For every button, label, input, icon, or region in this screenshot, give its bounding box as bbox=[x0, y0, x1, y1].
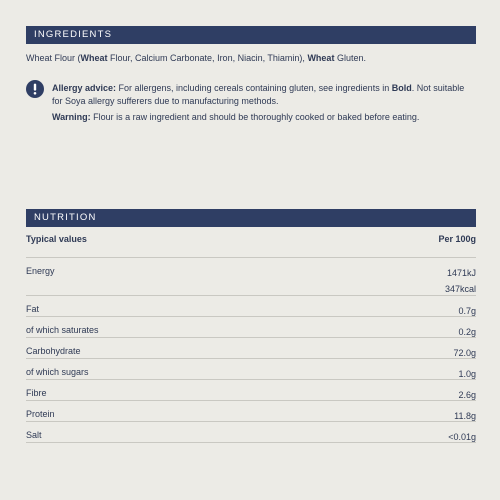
per-100g-label: Per 100g bbox=[438, 234, 476, 244]
nutrition-row-fibre bbox=[26, 380, 476, 401]
ingredients-heading: INGREDIENTS bbox=[34, 29, 113, 40]
energy-kj: 1471kJ bbox=[446, 268, 476, 278]
allergy-label: Allergy advice: bbox=[52, 83, 117, 93]
warning-advice bbox=[52, 111, 476, 124]
nutrition-row-fat bbox=[26, 296, 476, 317]
energy-values bbox=[445, 265, 476, 297]
nutrient-label: Salt bbox=[26, 430, 42, 440]
nutrient-label: Fat bbox=[26, 304, 40, 314]
nutrient-label: Protein bbox=[26, 409, 55, 419]
nutrition-header-row bbox=[26, 226, 476, 258]
nutrition-heading-bar bbox=[26, 209, 476, 227]
nutrient-value: 72.0g bbox=[453, 348, 476, 358]
allergy-text-1: For allergens, including cereals containing gluten, see ingredients in bbox=[116, 83, 392, 93]
nutrient-label: Carbohydrate bbox=[26, 346, 81, 356]
warning-text: Flour is a raw ingredient and should be thoroughly cooked or baked before eating. bbox=[90, 112, 420, 122]
nutrient-value: 0.2g bbox=[458, 327, 476, 337]
nutrition-heading: NUTRITION bbox=[34, 212, 97, 223]
nutrient-value: 11.8g bbox=[454, 411, 476, 421]
ingredients-heading-bar bbox=[26, 26, 476, 44]
nutrient-label: Fibre bbox=[26, 388, 47, 398]
nutrition-row-saturates bbox=[26, 317, 476, 338]
nutrient-value: <0.01g bbox=[448, 432, 476, 442]
nutrient-value: 0.7g bbox=[458, 306, 476, 316]
nutrition-row-sugars bbox=[26, 359, 476, 380]
ingredients-text bbox=[26, 53, 476, 63]
ingredients-part-1: Wheat bbox=[80, 53, 108, 63]
nutrition-row-carbohydrate bbox=[26, 338, 476, 359]
ingredients-part-0: Wheat Flour ( bbox=[26, 53, 81, 63]
nutrient-value: 1.0g bbox=[458, 369, 476, 379]
allergy-text-2: . Not suitable for Soya allergy sufferers due to manufacturing methods. bbox=[52, 83, 465, 106]
energy-kcal: 347kcal bbox=[444, 284, 476, 294]
energy-label: Energy bbox=[26, 266, 55, 276]
exclamation-circle-icon bbox=[26, 80, 44, 98]
warning-label: Warning: bbox=[52, 112, 91, 122]
typical-values-label: Typical values bbox=[26, 234, 87, 244]
ingredients-part-2: Flour, Calcium Carbonate, Iron, Niacin, Thiamin), bbox=[107, 53, 308, 63]
nutrition-row-protein bbox=[26, 401, 476, 422]
nutrition-table bbox=[26, 226, 476, 443]
nutrient-label: of which saturates bbox=[26, 325, 99, 335]
nutrient-label: of which sugars bbox=[26, 367, 89, 377]
ingredients-part-3: Wheat bbox=[307, 53, 335, 63]
allergy-bold-word: Bold bbox=[391, 83, 412, 93]
nutrient-value: 2.6g bbox=[458, 390, 476, 400]
nutrition-row-energy bbox=[26, 258, 476, 296]
ingredients-part-4: Gluten. bbox=[334, 53, 366, 63]
nutrition-row-salt bbox=[26, 422, 476, 443]
allergy-advice bbox=[52, 82, 476, 108]
